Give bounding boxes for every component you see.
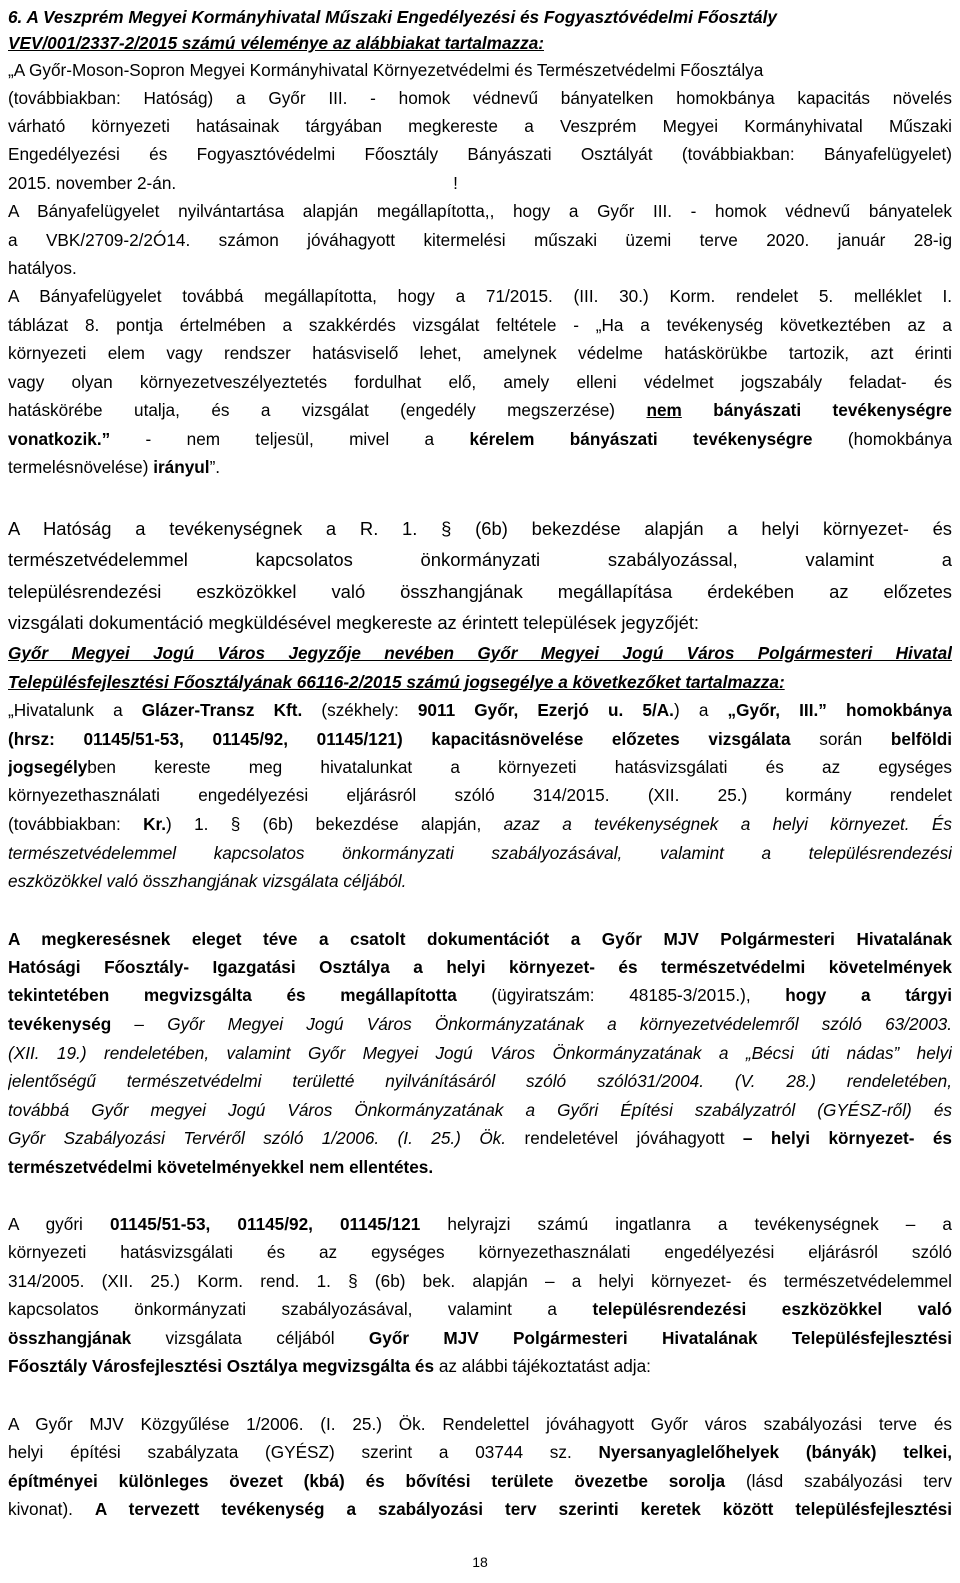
text-line: Hatósági Főosztály- Igazgatási Osztálya a helyi környezet- és természetvédelmi követelmények — [8, 957, 952, 977]
text-line: A Hatóság a tevékenységnek a R. 1. § (6b) bekezdése alapján a helyi környezet- és — [8, 518, 952, 539]
text-line — [8, 1468, 952, 1494]
text-run-emphasis: vonatkozik.” — [8, 429, 111, 449]
text-line: településrendezési eszközökkel való összhangjának megállapítása érdekében az előzetes — [8, 581, 952, 602]
text-line: eszközökkel való összhangjának vizsgálata céljából. — [8, 871, 407, 891]
text-run-emphasis: jogsegély — [8, 757, 88, 777]
text-line: természetvédelemmel kapcsolatos önkormányzati szabályozásával, valamint a településrendezési — [8, 843, 952, 863]
text-run: során — [790, 729, 891, 749]
text-line: A megkeresésnek eleget téve a csatolt dokumentációt a Győr MJV Polgármesteri Hivatalának — [8, 929, 952, 949]
text-line: jelentőségű természetvédelmi területté nyilvánításáról szóló szóló31/2004. (V. 28.) rendeletében, — [8, 1071, 952, 1091]
text-line — [8, 754, 952, 780]
text-run-italic: azaz a tevékenységnek a helyi környezet. És — [503, 814, 952, 834]
text-run-emphasis: 9011 Győr, Ezerjó u. 5/A. — [417, 700, 674, 720]
text-line: 2015. november 2-án. ! — [8, 173, 458, 193]
text-line: továbbá Győr megyei Jogú Város Önkormányzatának a Győri Építési szabályzatról (GYÉSZ-ről) és — [8, 1100, 952, 1120]
text-line: A Bányafelügyelet továbbá megállapította, hogy a 71/2015. (III. 30.) Korm. rendelet 5. melléklet I. — [8, 286, 952, 306]
section-heading: 6. A Veszprém Megyei Kormányhivatal Műszaki Engedélyezési és Fogyasztóvédelmi Főosztály — [8, 7, 777, 27]
text-line: 314/2005. (XII. 25.) Korm. rend. 1. § (6b) bek. alapján – a helyi környezet- és természetvédelemmel — [8, 1271, 952, 1291]
text-line — [8, 697, 952, 723]
text-run: kapcsolatos önkormányzati szabályozásával, valamint a — [8, 1299, 593, 1319]
text-run-emphasis: nem — [646, 400, 682, 420]
text-run-emphasis: A tervezett tevékenység a szabályozási terv szerinti keretek között településfejlesztési — [94, 1499, 952, 1519]
text-run-emphasis: Kr. — [143, 814, 167, 834]
text-line: (XII. 19.) rendeletében, valamint Győr Megyei Jogú Város Önkormányzatának a „Bécsi úti nádas” helyi — [8, 1043, 952, 1063]
text-run-emphasis: „Győr, III.” homokbánya — [727, 700, 952, 720]
text-run-emphasis: tevékenység — [8, 1014, 112, 1034]
text-line: környezeti elem vagy rendszer hatásviselő lehet, amelynek védelme hatáskörükbe tartozik, azt érinti — [8, 343, 952, 363]
text-line — [8, 454, 952, 480]
text-line: „A Győr-Moson-Sopron Megyei Kormányhivatal Környezetvédelmi és Természetvédelmi Főosztálya — [8, 60, 764, 80]
text-line: hatályos. — [8, 258, 77, 278]
text-run: kivonat). — [8, 1499, 95, 1519]
text-line — [8, 1496, 952, 1522]
page-number: 18 — [472, 1554, 488, 1570]
text-line: várható környezeti hatásainak tárgyában megkereste a Veszprém Megyei Kormányhivatal Műszaki — [8, 116, 952, 136]
text-line: környezethasználati engedélyezési eljárásról szóló 314/2015. (XII. 25.) kormány rendelet — [8, 785, 952, 805]
text-run: ) 1. § (6b) bekezdése alapján, — [166, 814, 504, 834]
text-run-emphasis: hogy a tárgyi — [785, 985, 952, 1005]
text-run: (székhely: — [302, 700, 418, 720]
text-run: (továbbiakban: — [8, 814, 144, 834]
text-run: rendeletével jóváhagyott — [506, 1128, 743, 1148]
text-run: ben kereste meg hivatalunkat a környezeti hatásvizsgálati és az egységes — [87, 757, 952, 777]
text-run: A győri — [8, 1214, 110, 1234]
quoted-source-heading: Településfejlesztési Főosztályának 66116-2/2015 számú jogsegélye a következőket tartalmazza: — [8, 672, 785, 692]
text-line — [8, 1125, 952, 1151]
text-run: ”. — [209, 457, 221, 477]
text-line — [8, 1439, 952, 1465]
text-line — [8, 1325, 952, 1351]
text-line — [8, 1011, 952, 1037]
text-line: A Győr MJV Közgyűlése 1/2006. (I. 25.) Ök. Rendelettel jóváhagyott Győr város szabályozási terve és — [8, 1414, 952, 1434]
text-line: (továbbiakban: Hatóság) a Győr III. - homok védnevű bányatelken homokbánya kapacitás növelés — [8, 88, 952, 108]
text-run: helyi építési szabályzata (GYÉSZ) szerint a 03744 sz. — [8, 1442, 599, 1462]
text-line — [8, 1211, 952, 1237]
text-line: táblázat 8. pontja értelmében a szakkérdés vizsgálat feltétele - „Ha a tevékenység következtében az a — [8, 315, 952, 335]
text-line: természetvédelemmel kapcsolatos önkormányzati szabályozással, valamint a — [8, 549, 952, 570]
text-run: helyrajzi számú ingatlanra a tevékenységnek – a — [420, 1214, 952, 1234]
text-run-emphasis: összhangjának — [8, 1328, 132, 1348]
section-heading-reference: VEV/001/2337-2/2015 számú véleménye az alábbiakat tartalmazza: — [8, 33, 544, 53]
text-line: a VBK/2709-2/2Ó14. számon jóváhagyott kitermelési műszaki üzemi terve 2020. január 28-ig — [8, 230, 952, 250]
text-run-emphasis: irányul — [153, 457, 210, 477]
text-line: természetvédelmi követelményekkel nem ellentétes. — [8, 1157, 434, 1177]
text-run-emphasis: belföldi — [890, 729, 952, 749]
text-run-emphasis: 01145/51-53, 01145/92, 01145/121 — [109, 1214, 421, 1234]
text-run-emphasis: bányászati tevékenységre — [681, 400, 952, 420]
text-line: környezeti hatásvizsgálati és az egységes környezethasználati engedélyezési eljárásról szóló — [8, 1242, 952, 1262]
text-line — [8, 811, 952, 837]
text-run-italic: – Győr Megyei Jogú Város Önkormányzatának a környezetvédelemről szóló 63/2003. — [111, 1014, 952, 1034]
text-line: A Bányafelügyelet nyilvántartása alapján megállapította,, hogy a Győr III. - homok védnevű bányatelek — [8, 201, 952, 221]
text-line: Engedélyezési és Fogyasztóvédelmi Főosztály Bányászati Osztályát (továbbiakban: Bányafelügyelet) — [8, 144, 952, 164]
text-run: hatáskörébe utalja, és a vizsgálat (engedély megszerzése) — [8, 400, 647, 420]
text-run-emphasis: Glázer-Transz Kft. — [141, 700, 303, 720]
text-line — [8, 1296, 952, 1322]
text-line — [8, 397, 952, 423]
quoted-source-heading: Győr Megyei Jogú Város Jegyzője nevében Győr Megyei Jogú Város Polgármesteri Hivatal — [8, 643, 952, 663]
text-line — [8, 726, 952, 752]
text-run: ) a — [673, 700, 728, 720]
text-run: „Hivatalunk a — [8, 700, 142, 720]
text-run: (lásd szabályozási terv — [725, 1471, 952, 1491]
text-line: vizsgálati dokumentáció megküldésével megkereste az érintett települések jegyzőjét: — [8, 612, 700, 633]
text-run-emphasis: településrendezési eszközökkel való — [592, 1299, 952, 1319]
text-run-emphasis: Főosztály Városfejlesztési Osztálya megvizsgálta és — [8, 1356, 435, 1376]
text-run-emphasis: tekintetében megvizsgálta és megállapította — [8, 985, 457, 1005]
text-run: az alábbi tájékoztatást adja: — [434, 1356, 651, 1376]
text-run: termelésnövelése) — [8, 457, 154, 477]
text-line: vagy olyan környezetveszélyeztetés fordulhat elő, amely elleni védelmet jogszabály feladat- és — [8, 372, 952, 392]
text-run-emphasis: (hrsz: 01145/51-53, 01145/92, 01145/121) kapacitásnövelése előzetes vizsgálata — [8, 729, 791, 749]
text-run: (homokbánya — [812, 429, 952, 449]
text-line — [8, 1353, 952, 1379]
text-run: - nem teljesül, mivel a — [110, 429, 470, 449]
text-line — [8, 426, 952, 452]
text-run-emphasis: Győr MJV Polgármesteri Hivatalának Településfejlesztési — [368, 1328, 952, 1348]
text-run-italic: Győr Szabályozási Tervéről szóló 1/2006. (I. 25.) Ök. — [8, 1128, 507, 1148]
text-run-emphasis: Nyersanyaglelőhelyek (bányák) telkei, — [598, 1442, 952, 1462]
text-run-emphasis: építményei különleges övezet (kbá) és bővítési területe övezetbe sorolja — [8, 1471, 726, 1491]
text-run: (ügyiratszám: 48185-3/2015.), — [456, 985, 786, 1005]
text-line — [8, 982, 952, 1008]
text-run: vizsgálata céljából — [131, 1328, 369, 1348]
text-run-emphasis: kérelem bányászati tevékenységre — [469, 429, 813, 449]
text-run-emphasis: – helyi környezet- és — [742, 1128, 952, 1148]
